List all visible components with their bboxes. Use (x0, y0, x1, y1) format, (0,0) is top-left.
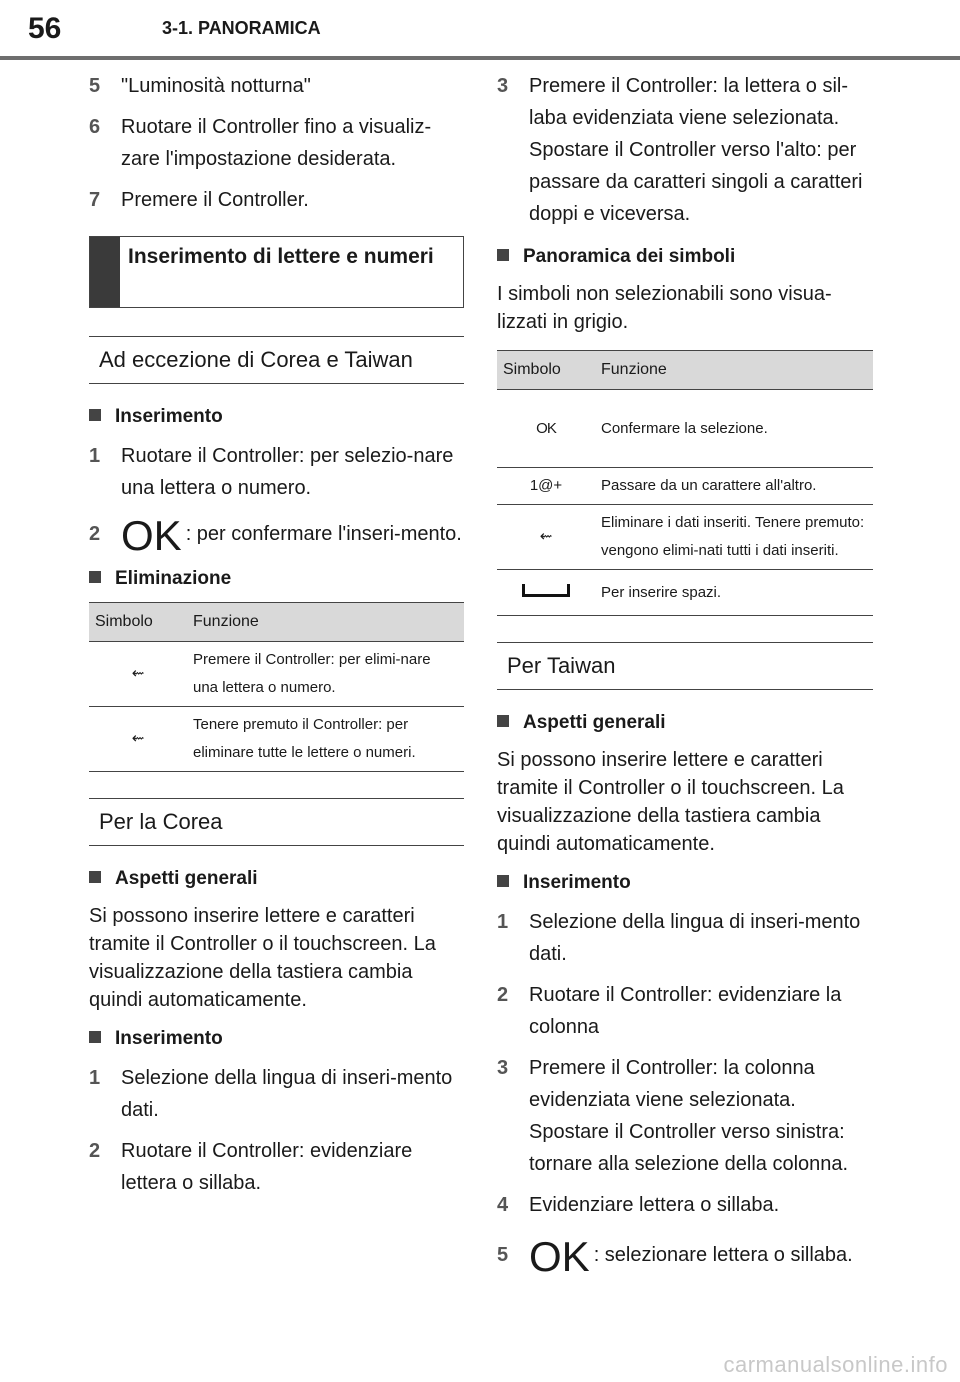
left-column (89, 70, 464, 1208)
footer-watermark: carmanualsonline.info (723, 1352, 948, 1377)
table-header: Funzione (187, 603, 464, 642)
step-item: 1 Ruotare il Controller: per selezio-nare una lettera o numero. (89, 445, 454, 499)
table-row (89, 642, 464, 707)
paragraph: I simboli non selezionabili sono visua-lizzati in grigio. (497, 283, 832, 333)
elimination-table (89, 602, 464, 772)
ok-icon: OK (497, 390, 595, 468)
square-bullet-icon (89, 1031, 101, 1043)
step-item: 2 Ruotare il Controller: evidenziare lettera o sillaba. (89, 1140, 413, 1194)
square-bullet-icon (497, 715, 509, 727)
table-row (497, 468, 873, 505)
switch-characters-icon: 1@+ (497, 468, 595, 505)
right-column (497, 70, 873, 1282)
subheading: Eliminazione (89, 566, 464, 592)
step-item: 1 Selezione della lingua di inseri-mento dati. (89, 1067, 453, 1121)
region-heading: Per la Corea (89, 798, 464, 846)
table-cell: Passare da un carattere all'altro. (595, 468, 873, 505)
delete-arrow-icon: ⇜ (89, 642, 187, 707)
square-bullet-icon (89, 409, 101, 421)
table-cell: Premere il Controller: per elimi-nare una lettera o numero. (187, 642, 464, 707)
step-item: 7 Premere il Controller. (89, 189, 309, 211)
step-item: 4 Evidenziare lettera o sillaba. (497, 1194, 780, 1216)
chapter-heading-box (89, 236, 464, 308)
step-item: 3 Premere il Controller: la colonna evidenziata viene selezionata. Spostare il Controller verso sinistra: tornare alla selezione della colonna. (497, 1057, 849, 1175)
step-item: 5 "Luminosità notturna" (89, 75, 311, 97)
subheading: Inserimento (89, 404, 464, 430)
table-row (89, 707, 464, 772)
step-item: 6 Ruotare il Controller fino a visualiz-zare l'impostazione desiderata. (89, 116, 432, 170)
subheading: Aspetti generali (89, 866, 464, 892)
table-cell: Per inserire spazi. (595, 570, 873, 616)
table-row (497, 505, 873, 570)
step-item: 3 Premere il Controller: la lettera o sil-laba evidenziata viene selezionata. Spostare il Controller verso l'alto: per passare da caratteri singoli a caratteri doppi e viceversa. (497, 75, 863, 225)
delete-arrow-icon: ⇜ (89, 707, 187, 772)
symbols-table (497, 350, 873, 616)
subheading: Aspetti generali (497, 710, 873, 736)
subheading: Panoramica dei simboli (497, 244, 873, 270)
table-header: Funzione (595, 351, 873, 390)
ok-icon: OK (121, 512, 182, 559)
step-text: Premere il Controller. (121, 189, 309, 211)
space-bar-icon (522, 584, 570, 597)
delete-arrow-icon: ⇜ (497, 505, 595, 570)
table-cell: Eliminare i dati inseriti. Tenere premuto: vengono elimi-nati tutti i dati inseriti. (595, 505, 873, 570)
header-divider (0, 56, 960, 60)
square-bullet-icon (497, 249, 509, 261)
page-number: 56 (28, 12, 62, 45)
paragraph: Si possono inserire lettere e caratteri tramite il Controller o il touchscreen. La visualizzazione della tastiera cambia quindi automaticamente. (497, 749, 844, 855)
table-row (497, 570, 873, 616)
region-heading: Per Taiwan (497, 642, 873, 690)
region-heading: Ad eccezione di Corea e Taiwan (89, 336, 464, 384)
chapter-heading: Inserimento di lettere e numeri (128, 245, 434, 268)
ok-icon: OK (529, 1233, 590, 1280)
table-cell: Confermare la selezione. (595, 390, 873, 468)
table-cell: Tenere premuto il Controller: per eliminare tutte le lettere o numeri. (187, 707, 464, 772)
heading-bar (90, 237, 120, 307)
step-item: 5 OK : selezionare lettera o sillaba. (497, 1233, 853, 1280)
step-item: 2 Ruotare il Controller: evidenziare la colonna (497, 984, 842, 1038)
subheading: Inserimento (89, 1026, 464, 1052)
paragraph: Si possono inserire lettere e caratteri tramite il Controller o il touchscreen. La visualizzazione della tastiera cambia quindi automaticamente. (89, 905, 436, 1011)
table-header: Simbolo (497, 351, 595, 390)
step-text: Ruotare il Controller fino a visualiz-zare l'impostazione desiderata. (121, 116, 432, 170)
subheading: Inserimento (497, 870, 873, 896)
page-header (0, 0, 960, 62)
table-row (497, 390, 873, 468)
square-bullet-icon (89, 871, 101, 883)
step-item: 2 OK : per confermare l'inseri-mento. (89, 512, 462, 559)
step-text: "Luminosità notturna" (121, 75, 311, 97)
step-item: 1 Selezione della lingua di inseri-mento dati. (497, 911, 861, 965)
table-header: Simbolo (89, 603, 187, 642)
square-bullet-icon (497, 875, 509, 887)
square-bullet-icon (89, 571, 101, 583)
section-title: 3-1. PANORAMICA (162, 18, 321, 38)
